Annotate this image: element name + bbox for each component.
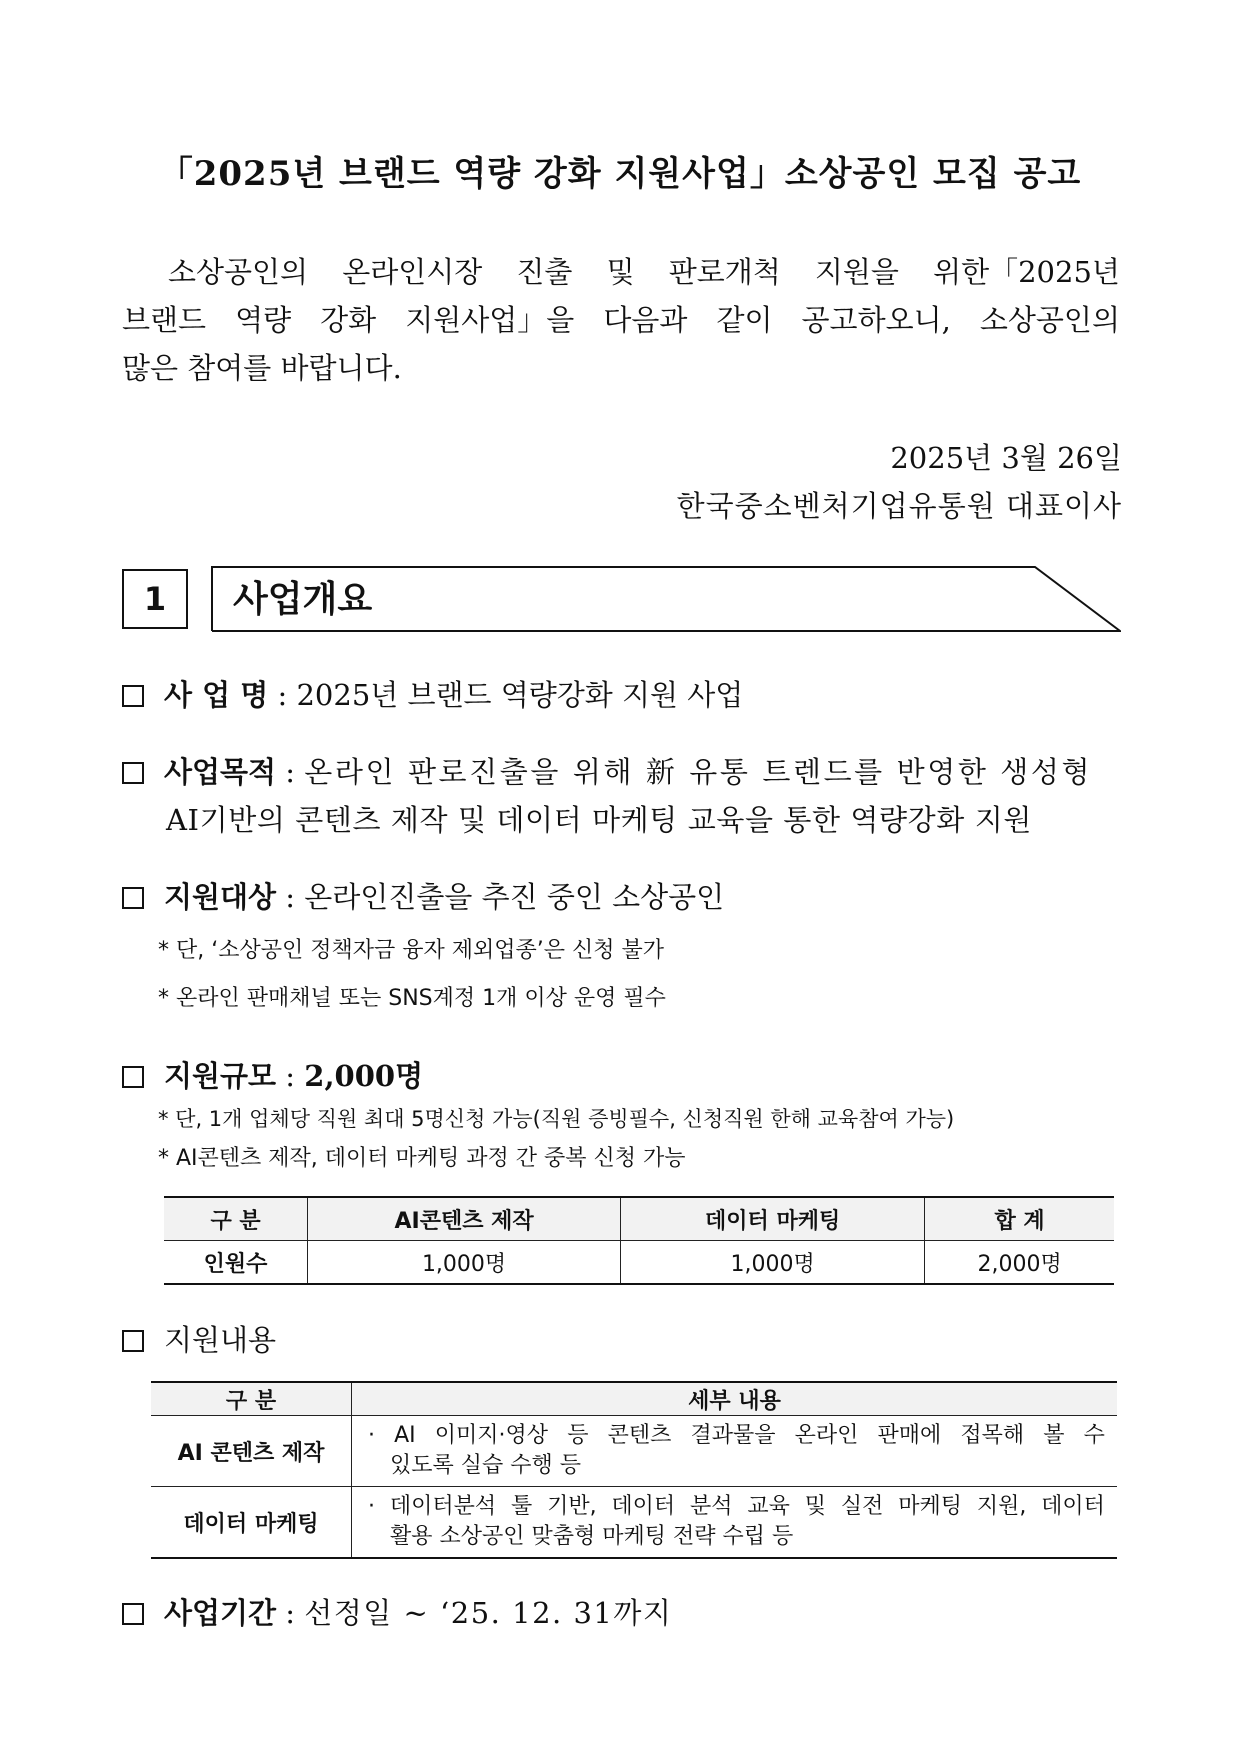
item-separator: : xyxy=(276,1059,305,1093)
description-line-1 xyxy=(368,1492,1105,1522)
table-cell: 1,000명 xyxy=(308,1241,621,1285)
item-purpose-continuation: AI기반의 콘텐츠 제작 및 데이터 마케팅 교육을 통한 역량강화 지원 xyxy=(166,803,1032,837)
word: 같이 xyxy=(716,303,773,337)
word: 결과물을 xyxy=(690,1423,776,1448)
item-purpose xyxy=(122,750,1092,791)
bullet-dot-icon: · xyxy=(368,1494,375,1519)
word: 강화 xyxy=(320,303,377,337)
table-header-cell: 데이터 마케팅 xyxy=(621,1197,925,1241)
checkbox-square-icon xyxy=(122,762,144,784)
item-project-name xyxy=(122,673,743,714)
item-separator: : xyxy=(268,678,297,712)
word: 온라인 xyxy=(794,1423,859,1448)
table-cell: 2,000명 xyxy=(925,1241,1114,1285)
word: 온라인시장 xyxy=(342,255,483,289)
issuing-organization: 한국중소벤처기업유통원 대표이사 xyxy=(676,489,1122,523)
table-row xyxy=(151,1416,1117,1487)
item-value: 선정일 ~ ‘25. 12. 31까지 xyxy=(304,1596,673,1630)
table-header-cell: 구 분 xyxy=(164,1197,308,1241)
table-row xyxy=(164,1241,1114,1285)
word: 판매에 xyxy=(877,1423,942,1448)
checkbox-square-icon xyxy=(122,1066,144,1088)
word: 소상공인의 xyxy=(168,255,309,289)
table-header-row xyxy=(151,1382,1117,1416)
intro-line-1 xyxy=(122,248,1120,296)
word: 데이터분석 xyxy=(389,1494,497,1519)
word: 기반, xyxy=(547,1494,597,1519)
item-content xyxy=(122,1318,276,1359)
item-scale xyxy=(122,1054,423,1095)
word: 역량 xyxy=(235,303,292,337)
word: 분석 xyxy=(690,1494,733,1519)
intro-paragraph xyxy=(122,248,1120,392)
table-cell-label: 데이터 마케팅 xyxy=(151,1487,352,1559)
word: 진출 xyxy=(516,255,573,289)
word: 및 xyxy=(606,255,635,289)
word: 및 xyxy=(804,1494,826,1519)
table-row xyxy=(151,1487,1117,1559)
word: 지원을 xyxy=(814,255,899,289)
intro-line-3: 많은 참여를 바랍니다. xyxy=(122,351,402,385)
scale-table xyxy=(164,1196,1114,1285)
word: 지원사업」을 xyxy=(405,303,575,337)
item-separator: : xyxy=(276,880,305,914)
item-key: 지원내용 xyxy=(164,1323,277,1357)
checkbox-square-icon xyxy=(122,1603,144,1625)
word: AI xyxy=(394,1423,416,1448)
item-value: 2025년 브랜드 역량강화 지원 사업 xyxy=(296,678,744,712)
item-key: 지원규모 xyxy=(164,1059,277,1093)
target-note-2: * 온라인 판매채널 또는 SNS계정 1개 이상 운영 필수 xyxy=(158,986,666,1011)
announcement-date: 2025년 3월 26일 xyxy=(890,441,1122,475)
word: 다음과 xyxy=(603,303,688,337)
table-header-cell: 합 계 xyxy=(925,1197,1114,1241)
table-cell-label: AI 콘텐츠 제작 xyxy=(151,1416,352,1487)
word: 데이터 xyxy=(1041,1494,1105,1519)
item-value: 2,000명 xyxy=(304,1059,424,1093)
word: 수 xyxy=(1083,1423,1105,1448)
description-line-1 xyxy=(368,1421,1105,1451)
scale-note-2: * AI콘텐츠 제작, 데이터 마케팅 과정 간 중복 신청 가능 xyxy=(158,1146,686,1171)
checkbox-square-icon xyxy=(122,887,144,909)
word: 소상공인의 xyxy=(979,303,1120,337)
description-line-2: 있도록 실습 수행 등 xyxy=(390,1453,581,1478)
document-title: 「2025년 브랜드 역량 강화 지원사업」소상공인 모집 공고 xyxy=(158,154,1082,194)
word: 공고하오니, xyxy=(801,303,951,337)
table-header-cell: 세부 내용 xyxy=(352,1382,1118,1416)
item-value: 온라인진출을 추진 중인 소상공인 xyxy=(304,880,725,914)
word: 판로개척 xyxy=(668,255,781,289)
word: 지원, xyxy=(976,1494,1027,1519)
word: 브랜드 xyxy=(122,303,207,337)
item-key: 지원대상 xyxy=(164,880,277,914)
table-header-row xyxy=(164,1197,1114,1241)
word: 데이터 xyxy=(611,1494,676,1519)
description-line-2: 활용 소상공인 맞춤형 마케팅 전략 수립 등 xyxy=(390,1524,794,1549)
word: 위한「2025년 xyxy=(933,255,1120,289)
section-number: 1 xyxy=(122,569,188,629)
item-target xyxy=(122,875,724,916)
table-cell: 1,000명 xyxy=(621,1241,925,1285)
table-cell-description xyxy=(352,1487,1118,1559)
word: 등 xyxy=(567,1423,589,1448)
word: 교육 xyxy=(747,1494,790,1519)
word: 툴 xyxy=(510,1494,533,1519)
item-separator: : xyxy=(276,1596,305,1630)
table-header-cell: 구 분 xyxy=(151,1382,352,1416)
item-key: 사 업 명 xyxy=(164,678,269,712)
table-cell: 인원수 xyxy=(164,1241,308,1285)
bullet-dot-icon: · xyxy=(368,1423,375,1448)
item-period xyxy=(122,1591,672,1632)
word: 볼 xyxy=(1043,1423,1065,1448)
checkbox-square-icon xyxy=(122,685,144,707)
checkbox-square-icon xyxy=(122,1330,144,1352)
item-key: 사업목적 xyxy=(164,755,277,789)
table-cell-description xyxy=(352,1416,1118,1487)
intro-line-2 xyxy=(122,296,1120,344)
item-key: 사업기간 xyxy=(164,1596,277,1630)
word: 콘텐츠 xyxy=(607,1423,672,1448)
item-value: 온라인 판로진출을 위해 新 유통 트렌드를 반영한 생성형 xyxy=(304,755,1093,789)
scale-note-1: * 단, 1개 업체당 직원 최대 5명신청 가능(직원 증빙필수, 신청직원 한해 교육참여 가능) xyxy=(158,1107,955,1131)
word: 마케팅 xyxy=(898,1494,962,1519)
table-header-cell: AI콘텐츠 제작 xyxy=(308,1197,621,1241)
target-note-1: * 단, ‘소상공인 정책자금 융자 제외업종’은 신청 불가 xyxy=(158,938,664,963)
word: 이미지·영상 xyxy=(434,1423,549,1448)
section-title: 사업개요 xyxy=(233,579,373,620)
content-table xyxy=(151,1381,1117,1559)
word: 접목해 xyxy=(960,1423,1025,1448)
word: 실전 xyxy=(840,1494,884,1519)
item-separator: : xyxy=(276,755,305,789)
